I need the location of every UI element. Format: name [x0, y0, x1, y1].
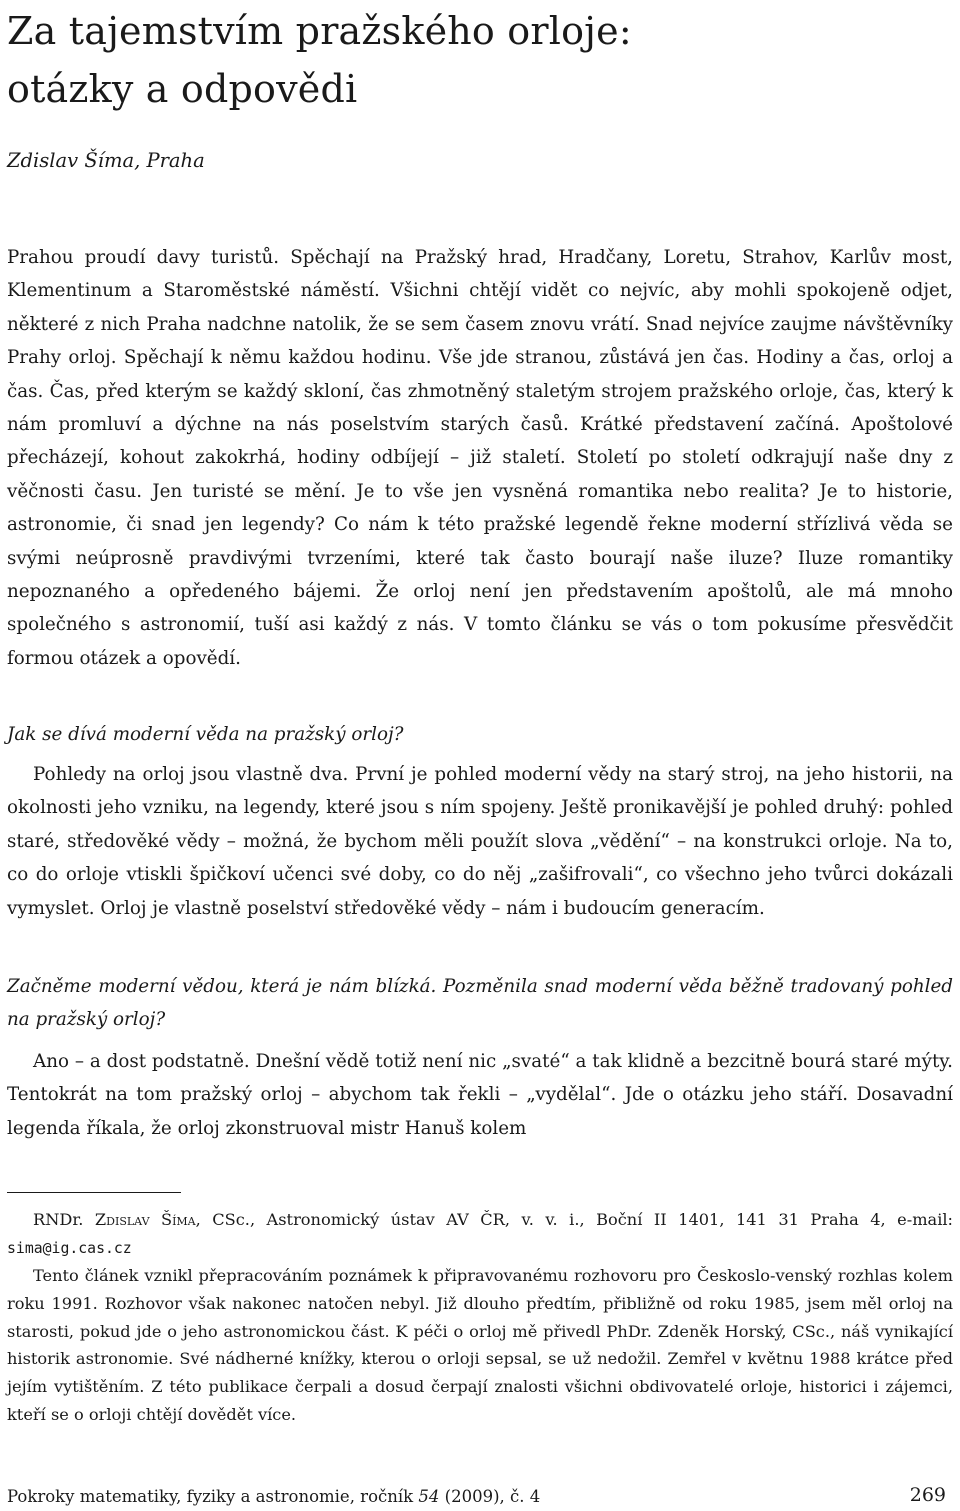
- journal-citation: [7, 1485, 540, 1509]
- answer-2: Ano – a dost podstatně. Dnešní vědě totiž není nic „svaté“ a tak klidně a bezcitně bourá staré mýty. Tentokrát na tom pražský orloj – abychom tak řekli – „vydělal“. Jde o otázku jeho stáří. Dosavadní legenda říkala, že orloj zkonstruoval mistr Hanuš kolem: [7, 1051, 953, 1139]
- footnote-author-name: Zdislav Šíma: [94, 1210, 196, 1229]
- intro-paragraph: Prahou proudí davy turistů. Spěchají na Pražský hrad, Hradčany, Loretu, Strahov, Karlův most, Klementinum a Staroměstské náměstí. Všichni chtějí vidět co nejvíc, aby mohli spokojeně odjet, některé z nich Praha nadchne natolik, že se sem časem znovu vrátí. Snad nejvíce zaujme návštěvníky Prahy orloj. Spěchají k němu každou hodinu. Vše jde stranou, zůstává jen čas. Hodiny a čas, orloj a čas. Čas, před kterým se každý skloní, čas zhmotněný staletým strojem pražského orloje, čas, který k nám promluví a dýchne na nás poselstvím starých časů. Krátké představení začíná. Apoštolové přecházejí, kohout zakokrhá, hodiny odbíjejí – již staletí. Století po století odkrajují naše dny z věčnosti času. Jen turisté se mění. Je to vše jen vysněná romantika nebo realita? Je to historie, astronomie, či snad jen legendy? Co nám k této pražské legendě řekne moderní střízlivá věda se svými neúprosně pravdivými tvrzeními, které tak často bourají naše iluze? Iluze romantiky nepoznaného a opředeného bájemi. Že orloj není jen představením apoštolů, ale má mnoho společného s astronomií, tuší asi každý z nás. V tomto článku se vás o tom pokusíme přesvědčit formou otázek a opovědí.: [7, 247, 953, 669]
- footnote-author: [7, 1206, 953, 1263]
- question-1: Jak se dívá moderní věda na pražský orloj?: [7, 724, 404, 745]
- journal-volume: 54: [418, 1487, 440, 1506]
- answer-1: Pohledy na orloj jsou vlastně dva. První je pohled moderní vědy na starý stroj, na jeho historii, na okolnosti jeho vzniku, na legendy, které jsou s ním spojeny. Ještě pronikavější je pohled druhý: pohled staré, středověké vědy – možná, že bychom měli použít slova „vědění“ – na konstrukci orloje. Na to, co do orloje vtiskli špičkoví učenci své doby, co do něj „zašifrovali“, co všechno jeho tvůrci dokázali vymyslet. Orloj je vlastně poselství středověké vědy – nám i budoucím generacím.: [7, 764, 953, 919]
- page-number: 269: [909, 1484, 946, 1506]
- footnote-rule: [7, 1192, 181, 1193]
- article-title: [7, 2, 632, 118]
- footnote-author-prefix: RNDr.: [33, 1210, 95, 1229]
- journal-name: Pokroky matematiky, fyziky a astronomie, ročník: [7, 1487, 419, 1506]
- journal-issue: (2009), č. 4: [439, 1487, 541, 1506]
- article-author: Zdislav Šíma, Praha: [7, 149, 205, 172]
- title-line-2: otázky a odpovědi: [7, 67, 358, 111]
- title-line-1: Za tajemstvím pražského orloje:: [7, 9, 632, 53]
- footnote-note: Tento článek vznikl přepracováním poznámek k připravovanému rozhovoru pro Českoslo-venský rozhlas kolem roku 1991. Rozhovor však nakonec natočen nebyl. Již dlouho předtím, přibližně od roku 1985, jsem měl orloj na starosti, pokud jde o jeho astronomickou část. K péči o orloj mě přivedl PhDr. Zdeněk Horský, CSc., náš vynikající historik astronomie. Své nádherné knížky, kterou o orloji sepsal, se už nedožil. Zemřel v květnu 1988 krátce před jejím vytištěním. Z této publikace čerpali a dosud čerpají znalosti všichni obdivovatelé orloje, historici i zájemci, kteří se o orloji chtějí dovědět více.: [7, 1266, 953, 1424]
- question-2: Začněme moderní vědou, která je nám blízká. Pozměnila snad moderní věda běžně tradovaný pohled na pražský orloj?: [7, 976, 953, 1031]
- footnote-author-suffix: , CSc., Astronomický ústav AV ČR, v. v. i., Boční II 1401, 141 31 Praha 4, e-mail:: [195, 1210, 953, 1229]
- footnote-email[interactable]: sima@ig.cas.cz: [7, 1239, 132, 1257]
